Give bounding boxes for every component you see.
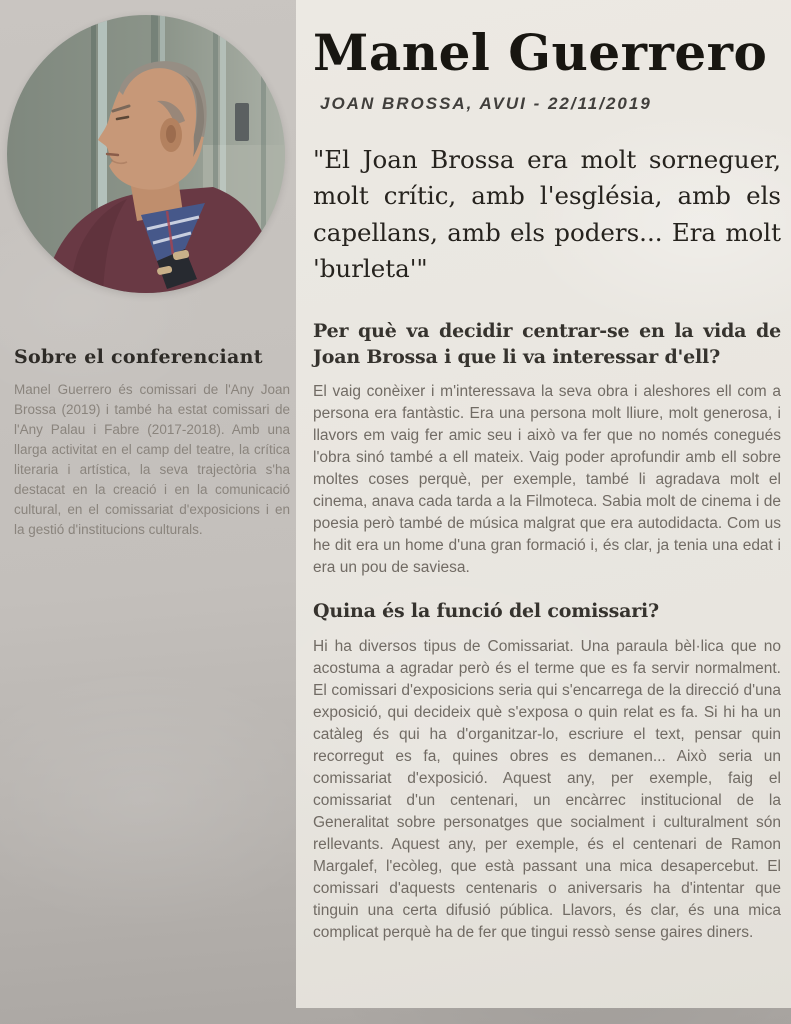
page-title: Manel Guerrero [313, 23, 768, 82]
portrait-photo-icon [7, 15, 285, 293]
content-panel [296, 0, 791, 1008]
speaker-portrait [7, 15, 285, 293]
speaker-bio-text: Manel Guerrero és comissari de l'Any Joan Brossa (2019) i també ha estat comissari de l'Any Palau i Fabre (2017-2018). Amb una llarga activitat en el camp del teatre, la crítica literaria i artística, la seva trajectòria s'ha destacat en la creació i en la comunicació cultural, en el comissariat d'exposicions i en la gestió d'institucions culturals. [14, 382, 290, 537]
interview-question-2: Quina és la funció del comissari? [313, 600, 659, 623]
interview-question-1: Per què va decidir centrar-se en la vida de Joan Brossa i que li va interessar d'ell? [313, 320, 781, 368]
sidebar-heading: Sobre el conferenciant [14, 346, 263, 368]
event-subtitle: JOAN BROSSA, AVUI - 22/11/2019 [320, 94, 652, 113]
qa-block-2 [313, 599, 781, 944]
qa-block-1 [313, 319, 781, 579]
interview-answer-2: Hi ha diversos tipus de Comissariat. Una paraula bèl·lica que no acostuma a agradar però és el terme que es fa servir normalment. El comissari d'exposicions seria qui s'encarrega de la direcció d'una exposició, qui decideix què s'exposa o quin relat es fa. Si hi ha un catàleg és qui ha d'organitzar-lo, escriure el text, pensar quin recorregut es fa, quines obres es demanen... Això seria un comissariat d'exposició. Aquest any, per exemple, faig el comissariat d'un centenari, un encàrrec institucional de la Generalitat sobre personatges que socialment i culturalment són rellevants. Aquest any, per exemple, és el centenari de Ramon Margalef, l'ecòleg, que està passant una mica desapercebut. El comissari d'aquests centenaris o aniversaris ha d'intentar que tinguin una certa difusió pública. Llavors, és clar, és una mica complicat perquè ha de fer que tingui ressò sense gaires diners. [313, 637, 781, 941]
pull-quote: "El Joan Brossa era molt sorneguer, molt crític, amb l'església, amb els capellans, amb els poders... Era molt 'burleta'" [313, 145, 781, 283]
interview-answer-1: El vaig conèixer i m'interessava la seva obra i aleshores ell com a persona era fantàstic. Era una persona molt lliure, molt generosa, i llavors em vaig fer amic seu i això va fer que no només conegués l'obra sinó també a ell mateix. Vaig poder aprofundir amb ell sobre moltes coses perquè, per exemple, també li agradava molt el cinema, anava cada tarda a la Filmoteca. Sabia molt de cinema i de poesia però també de música malgrat que era autodidacta. Com us he dit era un home d'una gran formació i, és clar, ja tenia una edat i era un pou de saviesa. [313, 383, 781, 577]
sidebar [0, 0, 296, 1024]
